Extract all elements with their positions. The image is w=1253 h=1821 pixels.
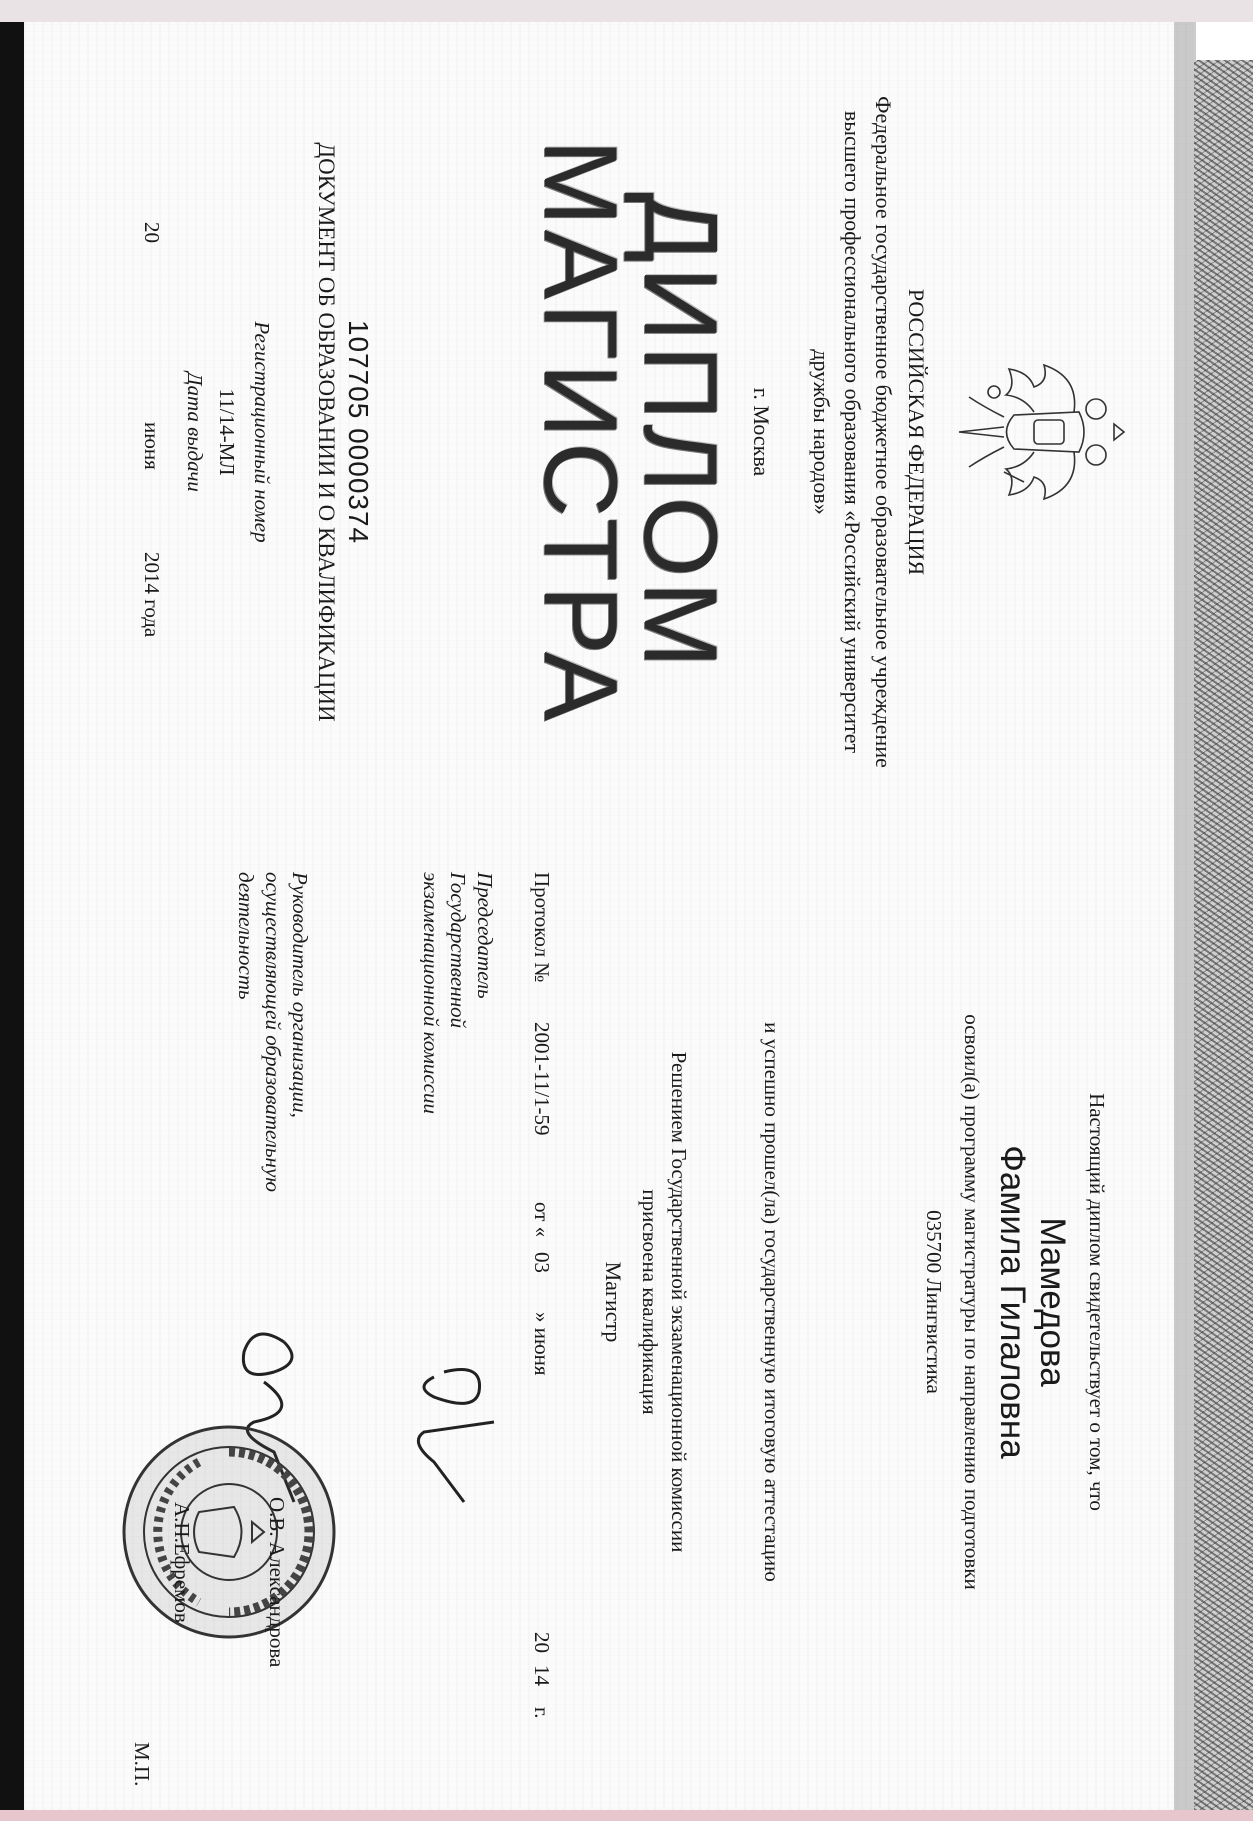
double-headed-eagle-emblem (949, 357, 1134, 507)
graduate-given-names: Фамила Гилаловна (993, 1145, 1032, 1459)
attestation-statement: и успешно прошел(ла) государственную итоговую аттестацию (760, 1022, 784, 1582)
protocol-label: Протокол № (530, 872, 554, 983)
chair-title-line-1: Председатель (473, 872, 497, 999)
commission-decision-line-1: Решением Государственной экзаменационной комиссии (667, 1051, 691, 1553)
chair-signature (394, 1352, 504, 1532)
head-title-line-1: Руководитель организации, (288, 872, 312, 1118)
head-title-line-3: деятельность (234, 872, 258, 1000)
country-name: РОССИЙСКАЯ ФЕДЕРАЦИЯ (904, 288, 929, 576)
institution-line-2: высшего профессионального образования «Российский университет (840, 110, 865, 754)
scan-top-edge (0, 0, 1253, 22)
diploma-title-word-2: МАГИСТРА (522, 138, 638, 726)
scan-bottom-edge (0, 1810, 1253, 1821)
issue-month: июня (140, 422, 164, 470)
rotated-diploma-content (24, 22, 1194, 1810)
issue-year: 2014 года (140, 552, 164, 638)
seal-place-mark: М.П. (130, 1742, 154, 1787)
issue-date-label: Дата выдачи (183, 372, 207, 492)
institution-city: г. Москва (749, 387, 774, 477)
chair-title-line-3: экзаменационной комиссии (419, 872, 443, 1114)
protocol-month: » июня (530, 1312, 554, 1376)
chair-title-line-2: Государственной (446, 872, 470, 1029)
head-title-line-2: осуществляющей образовательную (261, 872, 285, 1193)
certification-intro: Настоящий диплом свидетельствует о том, что (1085, 1093, 1109, 1511)
institution-line-1: Федеральное государственное бюджетное образовательное учреждение (871, 96, 896, 768)
protocol-from: от « (530, 1202, 554, 1238)
graduate-surname: Мамедова (1033, 1217, 1072, 1387)
program-statement: освоил(а) программу магистратуры по направлению подготовки (960, 1014, 984, 1590)
specialty: 035700 Лингвистика (922, 1210, 946, 1394)
protocol-day: 03 (530, 1252, 554, 1273)
registration-number: 11/14-МЛ (215, 388, 239, 476)
protocol-year-unit: г. (530, 1707, 554, 1719)
diploma-serial-number: 107705 0000374 (343, 319, 374, 545)
scan-left-edge (0, 22, 24, 1810)
qualification: Магистр (601, 1261, 626, 1343)
institution-name (806, 92, 899, 772)
issue-day: 20 (140, 222, 164, 243)
protocol-number: 2001-11/1-59 (530, 1022, 554, 1136)
protocol-year-suffix: 14 (530, 1665, 554, 1686)
diploma-title-word-1: ДИПЛОМ (622, 192, 738, 672)
head-signatory-name: А.П.Ефремов (170, 1502, 194, 1623)
document-type: ДОКУМЕНТ ОБ ОБРАЗОВАНИИ И О КВАЛИФИКАЦИИ (314, 142, 339, 722)
guilloche-border (1194, 60, 1253, 1810)
institution-line-3: дружбы народов» (809, 349, 834, 515)
registration-number-label: Регистрационный номер (250, 321, 274, 543)
chair-signatory-name: О.В. Александрова (265, 1497, 289, 1668)
protocol-year-prefix: 20 (530, 1632, 554, 1653)
official-round-seal (119, 1422, 339, 1642)
commission-decision-line-2: присвоена квалификация (638, 1189, 662, 1415)
